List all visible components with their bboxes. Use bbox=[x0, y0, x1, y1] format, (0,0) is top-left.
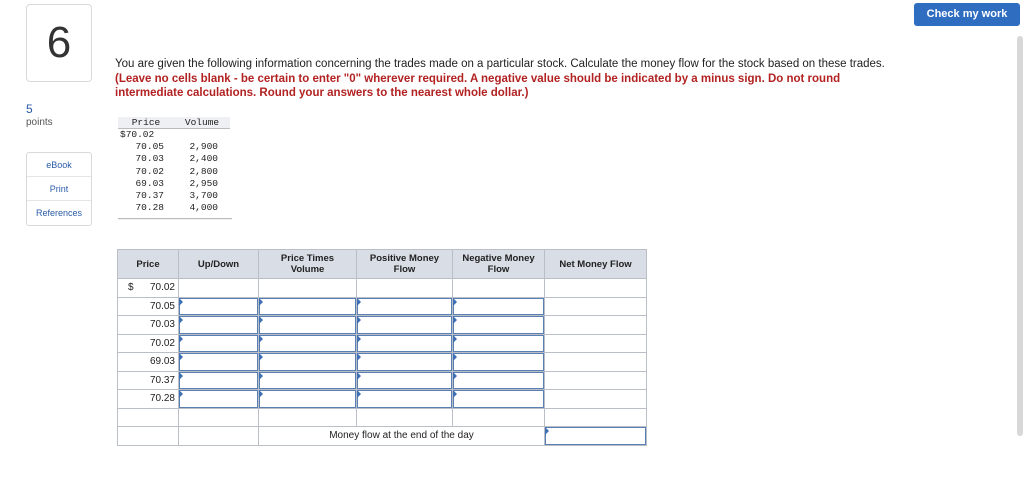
given-row bbox=[118, 153, 230, 165]
positive-money-flow-input[interactable] bbox=[357, 390, 452, 408]
given-table-divider bbox=[118, 218, 232, 220]
question-text bbox=[115, 57, 895, 101]
negative-money-flow-input[interactable] bbox=[453, 390, 544, 408]
header-price-times-volume: Price Times Volume bbox=[259, 250, 357, 279]
end-of-day-label: Money flow at the end of the day bbox=[259, 427, 545, 446]
vertical-scrollbar[interactable] bbox=[1017, 36, 1023, 436]
positive-money-flow-cell bbox=[357, 371, 453, 390]
given-price: 70.37 bbox=[135, 190, 164, 202]
negative-money-flow-input[interactable] bbox=[453, 316, 544, 334]
price-times-volume-input[interactable] bbox=[259, 353, 356, 371]
price-times-volume-input[interactable] bbox=[259, 335, 356, 353]
up-down-input[interactable] bbox=[179, 372, 258, 390]
price-times-volume-input[interactable] bbox=[259, 372, 356, 390]
up-down-cell bbox=[179, 316, 259, 335]
negative-money-flow-cell bbox=[453, 316, 545, 335]
points-label: points bbox=[26, 117, 53, 128]
positive-money-flow-input[interactable] bbox=[357, 335, 452, 353]
given-price: 69.03 bbox=[135, 177, 164, 189]
up-down-cell bbox=[179, 390, 259, 409]
given-row bbox=[118, 166, 230, 178]
header-price: Price bbox=[118, 250, 179, 279]
price-times-volume-cell bbox=[259, 371, 357, 390]
table-row bbox=[118, 427, 647, 446]
given-volume: 2,900 bbox=[189, 141, 218, 153]
empty-cell bbox=[545, 408, 647, 427]
price-value: 70.28 bbox=[118, 390, 179, 409]
given-header-price: Price bbox=[118, 117, 174, 129]
given-volume bbox=[174, 129, 230, 142]
up-down-cell bbox=[179, 371, 259, 390]
empty-cell bbox=[259, 408, 357, 427]
up-down-cell bbox=[179, 353, 259, 372]
given-data-table bbox=[118, 117, 230, 214]
positive-money-flow-cell bbox=[357, 297, 453, 316]
given-row bbox=[118, 190, 230, 202]
up-down-cell bbox=[179, 297, 259, 316]
negative-money-flow-cell bbox=[453, 297, 545, 316]
price-times-volume-cell bbox=[259, 353, 357, 372]
table-row bbox=[118, 316, 647, 335]
price-value: 70.02 bbox=[149, 282, 175, 294]
price-times-volume-cell bbox=[259, 297, 357, 316]
table-row bbox=[118, 334, 647, 353]
positive-money-flow-input[interactable] bbox=[357, 353, 452, 371]
up-down-input[interactable] bbox=[179, 353, 258, 371]
price-cell bbox=[118, 279, 179, 298]
table-row bbox=[118, 353, 647, 372]
table-row bbox=[118, 371, 647, 390]
side-links-panel bbox=[26, 152, 92, 226]
positive-money-flow-cell bbox=[357, 334, 453, 353]
question-body: You are given the following information concerning the trades made on a particular stock. Calculate the money flow for the stock based on these trades. bbox=[115, 58, 885, 70]
given-price: 70.02 bbox=[135, 165, 164, 177]
given-volume: 2,400 bbox=[189, 153, 218, 165]
up-down-input[interactable] bbox=[179, 335, 258, 353]
empty-cell bbox=[545, 279, 647, 298]
price-times-volume-cell bbox=[259, 334, 357, 353]
negative-money-flow-input[interactable] bbox=[453, 298, 544, 316]
price-value: 70.02 bbox=[118, 334, 179, 353]
money-flow-table bbox=[117, 249, 647, 446]
price-value: 70.37 bbox=[118, 371, 179, 390]
empty-cell bbox=[545, 390, 647, 409]
up-down-input[interactable] bbox=[179, 390, 258, 408]
given-volume: 3,700 bbox=[189, 190, 218, 202]
price-times-volume-input[interactable] bbox=[259, 390, 356, 408]
header-negative-money-flow: Negative Money Flow bbox=[453, 250, 545, 279]
price-times-volume-input[interactable] bbox=[259, 298, 356, 316]
given-row bbox=[118, 129, 230, 142]
price-value: 70.03 bbox=[118, 316, 179, 335]
empty-cell bbox=[545, 371, 647, 390]
price-times-volume-cell bbox=[259, 390, 357, 409]
empty-cell bbox=[118, 427, 179, 446]
empty-cell bbox=[179, 408, 259, 427]
references-link[interactable]: References bbox=[35, 208, 83, 218]
empty-cell bbox=[545, 297, 647, 316]
given-price: 70.28 bbox=[135, 202, 164, 214]
given-header-volume: Volume bbox=[174, 117, 230, 129]
empty-cell bbox=[179, 279, 259, 298]
given-volume: 2,950 bbox=[189, 177, 218, 189]
positive-money-flow-input[interactable] bbox=[357, 298, 452, 316]
negative-money-flow-cell bbox=[453, 390, 545, 409]
question-instructions: (Leave no cells blank - be certain to enter "0" wherever required. A negative value should be indicated by a minus sign. Do not round intermediate calculations. Round your answers to the nearest whole dollar.) bbox=[115, 72, 841, 99]
given-volume: 4,000 bbox=[189, 202, 218, 214]
given-volume: 2,800 bbox=[189, 165, 218, 177]
price-value: 69.03 bbox=[118, 353, 179, 372]
empty-cell bbox=[545, 353, 647, 372]
negative-money-flow-cell bbox=[453, 334, 545, 353]
empty-cell bbox=[357, 279, 453, 298]
price-times-volume-cell bbox=[259, 316, 357, 335]
empty-cell bbox=[453, 279, 545, 298]
table-row bbox=[118, 297, 647, 316]
negative-money-flow-input[interactable] bbox=[453, 372, 544, 390]
negative-money-flow-cell bbox=[453, 353, 545, 372]
price-times-volume-input[interactable] bbox=[259, 316, 356, 334]
check-my-work-button[interactable]: Check my work bbox=[914, 3, 1020, 26]
up-down-input[interactable] bbox=[179, 298, 258, 316]
header-net-money-flow: Net Money Flow bbox=[545, 250, 647, 279]
positive-money-flow-cell bbox=[357, 353, 453, 372]
table-row bbox=[118, 408, 647, 427]
currency-symbol: $ bbox=[128, 282, 134, 294]
positive-money-flow-cell bbox=[357, 316, 453, 335]
price-value: 70.05 bbox=[118, 297, 179, 316]
up-down-input[interactable] bbox=[179, 316, 258, 334]
given-row bbox=[118, 141, 230, 153]
print-link[interactable]: Print bbox=[27, 177, 91, 201]
given-price: 70.05 bbox=[135, 141, 164, 153]
header-positive-money-flow: Positive Money Flow bbox=[357, 250, 453, 279]
question-number: 6 bbox=[26, 4, 92, 82]
negative-money-flow-cell bbox=[453, 371, 545, 390]
positive-money-flow-input[interactable] bbox=[357, 316, 452, 334]
end-of-day-cell bbox=[545, 427, 647, 446]
empty-cell bbox=[259, 279, 357, 298]
empty-cell bbox=[179, 427, 259, 446]
given-price: 70.03 bbox=[135, 153, 164, 165]
given-price: $70.02 bbox=[120, 129, 155, 140]
end-of-day-money-flow-input[interactable] bbox=[545, 427, 646, 445]
empty-cell bbox=[545, 316, 647, 335]
negative-money-flow-input[interactable] bbox=[453, 335, 544, 353]
positive-money-flow-cell bbox=[357, 390, 453, 409]
negative-money-flow-input[interactable] bbox=[453, 353, 544, 371]
header-up-down: Up/Down bbox=[179, 250, 259, 279]
up-down-cell bbox=[179, 334, 259, 353]
empty-cell bbox=[357, 408, 453, 427]
empty-cell bbox=[453, 408, 545, 427]
empty-cell bbox=[545, 334, 647, 353]
ebook-link[interactable]: eBook bbox=[27, 153, 91, 177]
positive-money-flow-input[interactable] bbox=[357, 372, 452, 390]
empty-cell bbox=[118, 408, 179, 427]
table-row bbox=[118, 390, 647, 409]
points-value: 5 bbox=[26, 102, 33, 116]
table-row bbox=[118, 279, 647, 298]
given-row bbox=[118, 202, 230, 214]
given-row bbox=[118, 178, 230, 190]
